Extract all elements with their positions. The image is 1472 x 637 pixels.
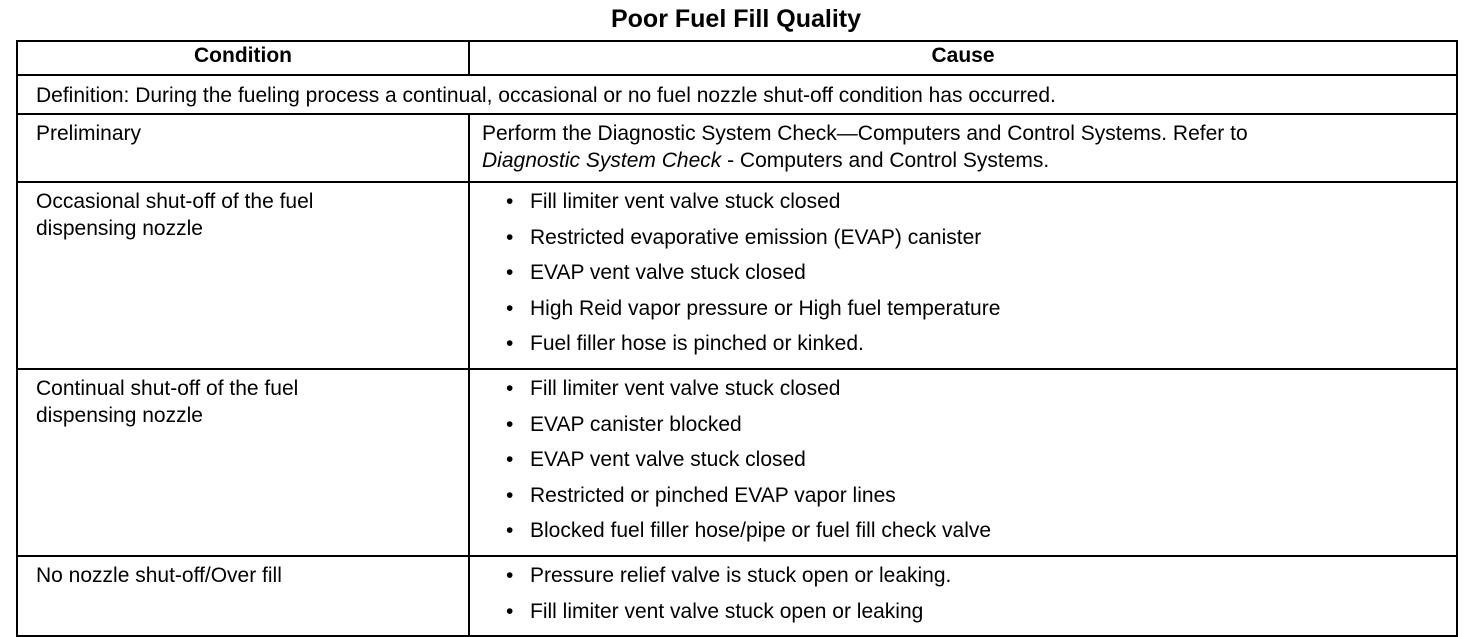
cause-cell <box>469 114 1457 182</box>
page-title: Poor Fuel Fill Quality <box>610 5 862 33</box>
reference-rest-text: - Computers and Control Systems. <box>721 149 1050 172</box>
condition-cell <box>17 114 469 182</box>
list-item: • High Reid vapor pressure or High fuel temperature <box>482 295 1456 331</box>
condition-cell <box>17 369 469 556</box>
condition-text: Occasional shut-off of the fuel dispensing nozzle <box>36 190 314 240</box>
cause-list <box>482 375 1456 553</box>
list-item: • Restricted evaporative emission (EVAP) canister <box>482 224 1456 260</box>
condition-cell <box>17 182 469 369</box>
list-item: • EVAP vent valve stuck closed <box>482 446 1456 482</box>
list-item: • Blocked fuel filler hose/pipe or fuel fill check valve <box>482 517 1456 553</box>
column-header-condition: Condition <box>17 41 469 75</box>
list-item: • Restricted or pinched EVAP vapor lines <box>482 482 1456 518</box>
condition-cell <box>17 556 469 636</box>
list-item: • Fill limiter vent valve stuck closed <box>482 188 1456 224</box>
cause-list <box>482 562 1456 633</box>
list-item: • EVAP vent valve stuck closed <box>482 259 1456 295</box>
condition-text: Continual shut-off of the fuel dispensing nozzle <box>36 377 299 427</box>
table-row <box>17 182 1457 369</box>
diagnostic-table <box>16 40 1458 637</box>
table-row <box>17 114 1457 182</box>
table-row <box>17 556 1457 636</box>
reference-link-text: Diagnostic System Check <box>482 149 722 172</box>
condition-text: No nozzle shut-off/Over fill <box>36 564 282 587</box>
cause-cell <box>469 369 1457 556</box>
list-item: • Pressure relief valve is stuck open or leaking. <box>482 562 1456 598</box>
list-item: • Fill limiter vent valve stuck open or leaking <box>482 598 1456 634</box>
cause-cell <box>469 182 1457 369</box>
preliminary-reference <box>482 147 1456 174</box>
preliminary-instruction: Perform the Diagnostic System Check—Computers and Control Systems. Refer to <box>482 122 1248 145</box>
list-item: • EVAP canister blocked <box>482 411 1456 447</box>
column-header-cause: Cause <box>469 41 1457 75</box>
list-item: • Fuel filler hose is pinched or kinked. <box>482 330 1456 366</box>
cause-cell <box>469 556 1457 636</box>
cause-list <box>482 188 1456 366</box>
list-item: • Fill limiter vent valve stuck closed <box>482 375 1456 411</box>
table-row <box>17 369 1457 556</box>
header-row <box>17 41 1457 75</box>
condition-text: Preliminary <box>36 122 142 145</box>
definition-row <box>17 75 1457 114</box>
definition-text: Definition: During the fueling process a continual, occasional or no fuel nozzle shut-off condition has occurred. <box>17 75 1457 114</box>
